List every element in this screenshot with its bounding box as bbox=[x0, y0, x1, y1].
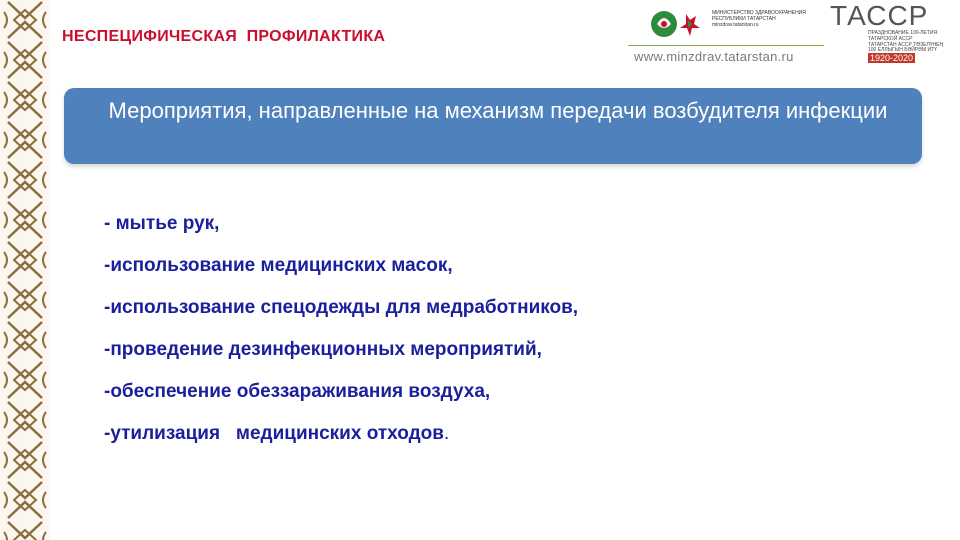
tassr-line: ТАТАРСТАН АССР ТӨЗЕЛҮНЕҢ bbox=[868, 42, 944, 48]
list-item-text: -проведение дезинфекционных мероприятий, bbox=[104, 339, 542, 360]
list-item bbox=[104, 338, 578, 380]
list-item bbox=[104, 422, 578, 464]
list-item-text: -утилизация медицинских отходов bbox=[104, 423, 444, 444]
list-item bbox=[104, 296, 578, 338]
measures-list bbox=[104, 212, 578, 464]
ministry-logo bbox=[628, 2, 824, 68]
ministry-line: РЕСПУБЛИКИ ТАТАРСТАН bbox=[712, 16, 776, 22]
tassr-line: ТАТАРСКОЙ АССР bbox=[868, 36, 913, 42]
ornament-pattern-icon bbox=[0, 0, 50, 540]
ministry-site-url: www.minzdrav.tatarstan.ru bbox=[634, 49, 794, 64]
section-banner bbox=[64, 88, 922, 164]
tassr-line: ПРАЗДНОВАНИЕ 100-ЛЕТИЯ bbox=[868, 30, 938, 36]
list-item-text: -обеспечение обеззараживания воздуха, bbox=[104, 381, 491, 402]
tassr-line: 100 ЕЛЛЫГЫН БӘЙРӘМ ИТҮ bbox=[868, 47, 937, 53]
logo-divider bbox=[628, 45, 824, 46]
list-item-text: -использование медицинских масок, bbox=[104, 255, 453, 276]
ministry-line: МИНИСТЕРСТВО ЗДРАВООХРАНЕНИЯ bbox=[712, 10, 806, 16]
tassr-years: 1920-2020 bbox=[870, 53, 914, 63]
list-item-tail: . bbox=[443, 423, 450, 444]
list-item-text: -использование спецодежды для медработников, bbox=[104, 297, 579, 318]
tassr-logo bbox=[828, 0, 954, 66]
slide-title: НЕСПЕЦИФИЧЕСКАЯ ПРОФИЛАКТИКА bbox=[62, 28, 386, 45]
ministry-name bbox=[712, 10, 806, 28]
list-item bbox=[104, 380, 578, 422]
list-item-text: - мытье рук, bbox=[104, 213, 220, 234]
tatarstan-emblem-icon bbox=[650, 6, 706, 42]
ministry-line: minzdrav.tatarstan.ru bbox=[712, 22, 759, 28]
list-item bbox=[104, 212, 578, 254]
list-item bbox=[104, 254, 578, 296]
tassr-mark: ТАССР bbox=[830, 0, 929, 31]
side-ornament bbox=[0, 0, 50, 540]
banner-text: Мероприятия, направленные на механизм передачи возбудителя инфекции bbox=[108, 98, 888, 123]
